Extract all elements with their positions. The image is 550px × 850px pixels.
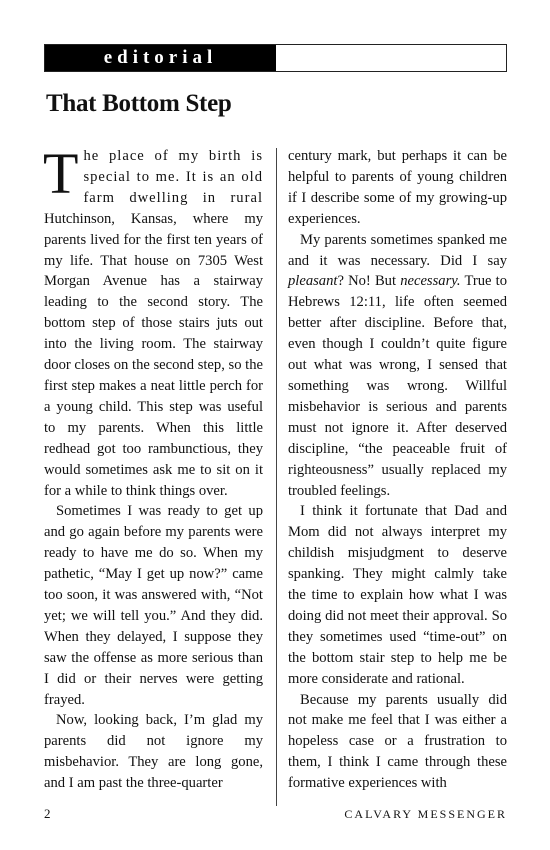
section-label: editorial <box>45 45 276 71</box>
paragraph-text: My parents sometimes spanked me and it was necessary. Did I say <box>288 231 507 269</box>
lead-text: he place of my birth is special to me. It is an old farm dwelling in rural <box>83 148 263 206</box>
article-paragraph <box>43 141 263 501</box>
publication-name: CALVARY MESSENGER <box>344 807 507 821</box>
article-paragraph: Sometimes I was ready to get up and go again before my parents were ready to have me do so. When my pathetic, “May I get up now?” came too soon, it was answered with, “Not yet; we will tell you.” And they did. When they delayed, I suppose they saw the offense as more serious than I did or their nerves were getting frayed. <box>44 503 263 708</box>
emphasis-text: necessary. <box>400 273 461 290</box>
drop-cap: T <box>43 141 79 206</box>
section-header <box>44 44 507 72</box>
column-divider <box>276 148 277 806</box>
article-title: That Bottom Step <box>46 90 232 117</box>
article-paragraph: century mark, but perhaps it can be helpful to parents of young children if I describe some of my growing-up experiences. <box>288 148 507 227</box>
emphasis-text: pleasant <box>288 273 338 290</box>
page-number: 2 <box>44 806 51 821</box>
article-paragraph: I think it fortunate that Dad and Mom did not always interpret my childish misjudgment to deserve spanking. They might calmly take the time to explain how what I was doing did not meet their approval. So they sometimes used “time-out” on the bottom stair step to help me be more considerate and rational. <box>288 503 507 687</box>
paragraph-text: True to Hebrews 12:11, life often seemed better after discipline. Before that, even though I couldn’t quite figure out what was wrong, I sensed that something was wrong. Willful misbehavior is serious and parents must not ignore it. After deserved discipline, “the peaceable fruit of righteousness” usually replaced my troubled feelings. <box>288 273 507 499</box>
article-paragraph: Now, looking back, I’m glad my parents did not ignore my misbehavior. They are long gone, and I am past the three-quarter <box>44 712 263 792</box>
article-paragraph <box>288 230 507 502</box>
article-column-right <box>288 146 507 794</box>
article-column-left <box>43 141 263 794</box>
paragraph-text: Hutchinson, Kansas, where my parents lived for the first ten years of my life. That house on 7305 West Morgan Avenue has a stairway leading to the second story. The bottom step of those stairs juts out into the living room. The stairway door closes on the second step, so the first step makes a neat little perch for a young child. This step was useful to my parents. When this little redhead got too rambunctious, they would sometimes ask me to sit on it for a while to think things over. <box>44 210 263 499</box>
paragraph-text: ? No! But <box>337 273 401 290</box>
article-paragraph: Because my parents usually did not make me feel that I was either a hopeless case or a frustration to them, I think I came through these formative experiences with <box>288 691 507 792</box>
